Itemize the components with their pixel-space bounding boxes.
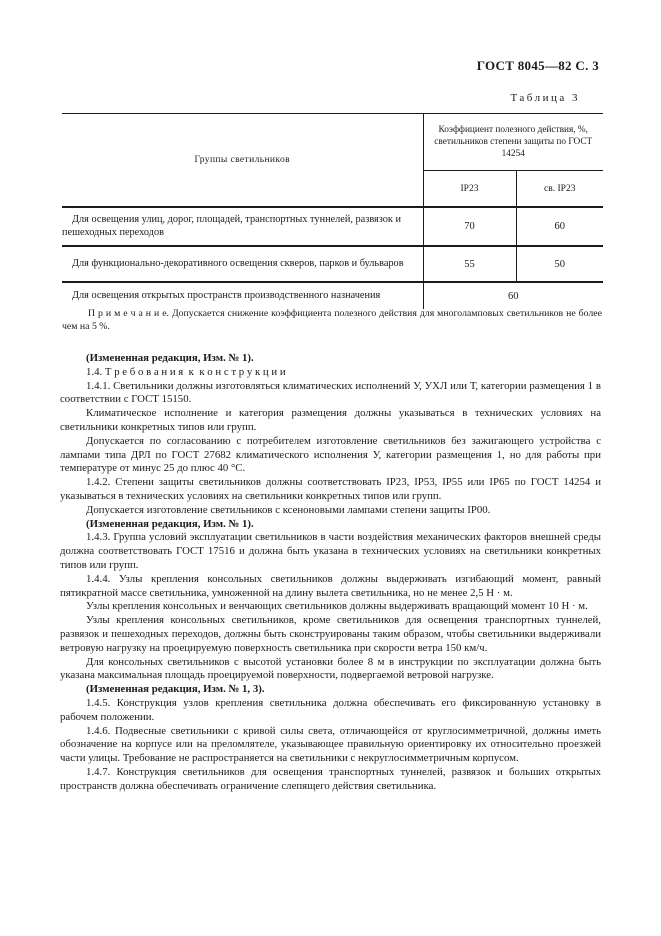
paragraph: 1.4.5. Конструкция узлов крепления светильника должна обеспечивать его фиксированную установку в рабочем положении. (60, 696, 601, 723)
value-cell: 70 (423, 207, 516, 246)
amendment-note: (Измененная редакция, Изм. № 1, 3). (86, 683, 265, 696)
table-row (62, 282, 603, 309)
coefficient-table (62, 113, 603, 309)
column-header-coefficient: Коэффициент полезного действия, %, светильников степени защиты по ГОСТ 14254 (423, 114, 603, 171)
paragraph: 1.4.6. Подвесные светильники с кривой силы света, отличающейся от круглосимметричной, должны иметь обозначение на корпусе или на преломлятеле, указывающее правильную ориентировку их относительно проезжей части улицы. Требование не распространяется на светильники с некруглосимметричным корпусом. (60, 724, 601, 765)
table-label: Таблица 3 (510, 92, 580, 104)
paragraph: Узлы крепления консольных светильников, кроме светильников для освещения транспортных туннелей, развязок и пешеходных переходов, должны быть сконструированы таким образом, чтобы светильники выдерживали ветровую нагрузку на проецируемую поверхность светильника при скорости ветра 150 км/ч. (60, 614, 601, 654)
paragraph: 1.4.3. Группа условий эксплуатации светильников в части воздействия механических факторов внешней среды должна соответствовать ГОСТ 17516 и должна быть указана в технических условиях на светильники конкретных типов или групп. (60, 531, 601, 571)
table-header-row (62, 114, 603, 171)
paragraph: Допускается изготовление светильников с ксеноновыми лампами степени защиты IP00. (86, 503, 491, 516)
column-header-groups: Группы светильников (62, 114, 423, 208)
subheader-above-ip23: св. IP23 (516, 171, 603, 208)
paragraph: Климатическое исполнение и категория размещения должны указываться в технических условиях на светильники конкретных типов или групп. (60, 407, 601, 433)
amendment-note: (Измененная редакция, Изм. № 1). (86, 352, 254, 364)
amendment-note: (Измененная редакция, Изм. № 1). (86, 517, 254, 530)
table-note: П р и м е ч а н и е. Допускается снижение коэффициента полезного действия для многоламповых светильников не более чем на 5 %. (62, 308, 602, 332)
value-cell: 50 (516, 246, 603, 282)
table-row (62, 246, 603, 282)
paragraph: Допускается по согласованию с потребителем изготовление светильников без зажигающего устройства с лампами типа ДРЛ по ГОСТ 27682 климатического исполнения У, категории размещения 1, но для работы при температуре от минус 25 до плюс 40 °С. (60, 434, 601, 475)
subheader-ip23: IP23 (423, 171, 516, 208)
table-row (62, 207, 603, 246)
paragraph: Для консольных светильников с высотой установки более 8 м в инструкции по эксплуатации должна быть указана максимальная площадь проецируемой поверхности, подвергаемой ветровой нагрузке. (60, 655, 601, 682)
body-text (60, 352, 601, 794)
group-cell: Для освещения открытых пространств производственного назначения (72, 289, 381, 301)
paragraph: 1.4.1. Светильники должны изготовляться климатических исполнений У, УХЛ или Т, категории размещения 1 в соответствии с ГОСТ 15150. (60, 379, 601, 406)
paragraph: 1.4.7. Конструкция светильников для освещения транспортных туннелей, развязок и больших открытых пространств должна обеспечивать ограничение слепящего действия светильника. (60, 765, 601, 792)
section-heading: 1.4. Т р е б о в а н и я к к о н с т р у к ц и и (86, 365, 286, 378)
value-cell-combined: 60 (423, 282, 603, 309)
page-header: ГОСТ 8045—82 С. 3 (476, 58, 599, 73)
paragraph: 1.4.4. Узлы крепления консольных светильников должны выдерживать изгибающий момент, равный пятикратной массе светильника, умноженной на длину вылета светильника, но не менее 2,5 Н · м. (60, 572, 601, 599)
paragraph: Узлы крепления консольных и венчающих светильников должны выдерживать вращающий момент 10 Н · м. (86, 600, 588, 613)
value-cell: 60 (516, 207, 603, 246)
paragraph: 1.4.2. Степени защиты светильников должны соответствовать IP23, IP53, IP55 или IP65 по ГОСТ 14254 и указываться в технических условиях на светильники конкретных типов или групп. (60, 476, 601, 502)
group-cell: Для освещения улиц, дорог, площадей, транспортных туннелей, развязок и пешеходных переходов (62, 207, 423, 246)
value-cell: 55 (423, 246, 516, 282)
group-cell: Для функционально-декоративного освещения скверов, парков и бульваров (62, 246, 423, 282)
